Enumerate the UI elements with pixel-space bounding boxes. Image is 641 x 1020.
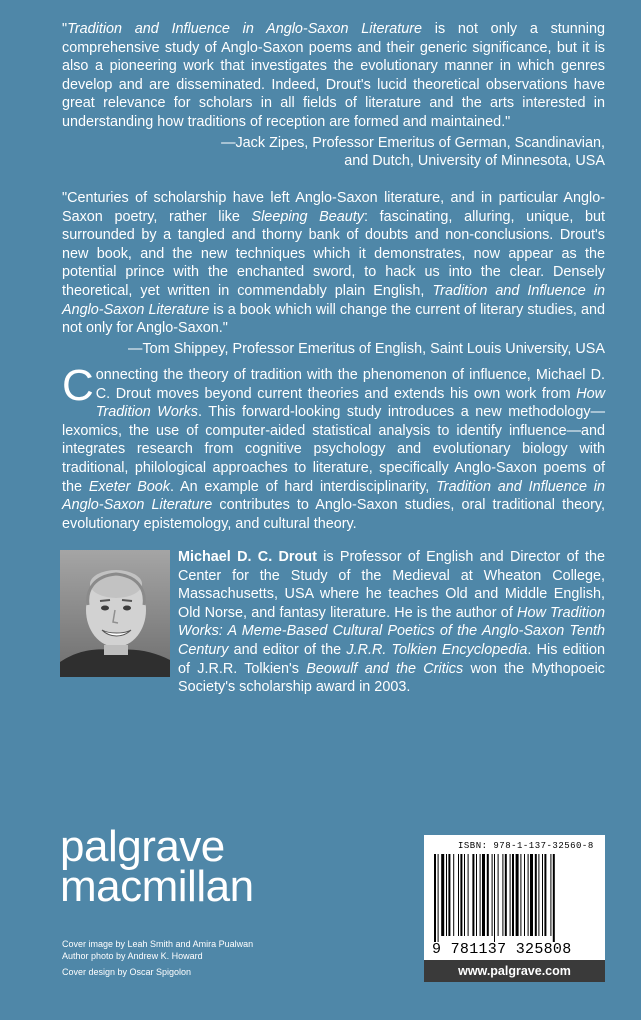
logo-line-1: palgrave xyxy=(60,822,225,871)
book-description xyxy=(62,361,605,533)
drop-cap: C xyxy=(62,361,94,410)
barcode-bar xyxy=(487,854,489,936)
cover-credits xyxy=(62,938,253,978)
barcode-bar xyxy=(535,854,537,936)
description-part: contributes to Anglo-Saxon studies, oral traditional theory, evolutionary epistemology, and cultural theory. xyxy=(62,497,605,532)
barcode-bar xyxy=(544,854,546,936)
barcode-bar xyxy=(512,854,514,936)
italic-title: Exeter Book xyxy=(88,478,170,495)
quote-attribution xyxy=(62,134,605,171)
attribution-line-1: —Jack Zipes, Professor Emeritus of German, Scandinavian, xyxy=(221,134,605,151)
isbn-label: ISBN: 978-1-137-32560-8 xyxy=(458,841,594,851)
barcode-bar xyxy=(446,854,447,936)
book-title-italic: Tradition and Influence in Anglo-Saxon Literature xyxy=(67,21,423,37)
barcode-bar xyxy=(472,854,474,936)
bio-part: and editor of the xyxy=(228,641,347,658)
author-name: Michael D. C. Drout xyxy=(178,549,317,565)
barcode-bar xyxy=(458,854,459,936)
barcode-bar xyxy=(538,854,539,936)
italic-title: How Tradition Works: A Meme-Based Cultural Poetics of the Anglo-Saxon Tenth Century xyxy=(178,604,605,658)
barcode-bar xyxy=(453,854,454,936)
barcode-bar xyxy=(438,854,439,942)
barcode-bar xyxy=(528,854,529,936)
barcode-bar xyxy=(516,854,519,936)
endorsement-quote-shippey xyxy=(62,189,605,358)
bio-part: . His edition of J.R.R. Tolkien's xyxy=(178,641,605,677)
author-bio xyxy=(178,548,605,697)
barcode-bar xyxy=(441,854,444,936)
barcode-bar xyxy=(510,854,511,936)
quote-text xyxy=(62,189,605,338)
credit-author-photo: Author photo by Andrew K. Howard xyxy=(62,951,203,961)
barcode-bar xyxy=(464,854,465,936)
italic-title: Sleeping Beauty xyxy=(251,208,364,225)
barcode-bar xyxy=(476,854,477,936)
barcode-bar xyxy=(550,854,551,936)
italic-title: Tradition and Influence in Anglo-Saxon Literature xyxy=(62,282,606,318)
description-part: . An example of hard interdisciplinarity, xyxy=(170,478,437,495)
barcode-bar xyxy=(505,854,507,936)
quote-part: is a book which will change the current of literary studies, and not only for Anglo-Saxon." xyxy=(62,301,605,337)
quote-attribution: —Tom Shippey, Professor Emeritus of English, Saint Louis University, USA xyxy=(128,340,605,357)
open-quote: " xyxy=(62,21,68,37)
barcode-bar xyxy=(482,854,485,936)
italic-title: How Tradition Works xyxy=(95,385,605,421)
bio-part: is Professor of English and Director of the Center for the Study of the Medieval at Wheaton College, Massachusetts, USA where he teaches Old and Middle English, Old Norse, and fantasy literature. He is the author of xyxy=(178,549,605,621)
barcode-bar xyxy=(553,854,555,942)
barcode-bar xyxy=(434,854,436,942)
credit-cover-image: Cover image by Leah Smith and Amira Pualwan xyxy=(62,939,254,949)
isbn-digits: 9 781137 325808 xyxy=(432,941,572,958)
italic-title: J.R.R. Tolkien Encyclopedia xyxy=(346,641,528,658)
barcode-panel xyxy=(424,835,605,982)
bio-part: won the Mythopoeic Society's scholarship award in 2003. xyxy=(178,660,605,696)
publisher-url: www.palgrave.com xyxy=(424,960,605,982)
quote-text xyxy=(62,20,605,132)
quote-body: is not only a stunning comprehensive study of Anglo-Saxon poems and their generic significance, but it is also a pioneering work that investigates the evolutionary manner in which genres develop and are disseminated. Indeed, Drout's lucid theoretical observations have great relevance for scholars in all fields of literature and the arts interested in understanding how traditions of reception are formed and maintained." xyxy=(62,21,605,130)
barcode-bar xyxy=(502,854,503,936)
barcode-bar xyxy=(524,854,525,936)
barcode-bar xyxy=(542,854,543,936)
description-part: . This forward-looking study introduces a new methodology—lexomics, the use of computer-aided statistical analysis to identify influence—and integrates research from cognitive psychology and evolutionary biology with traditional, philological approaches to literature, specifically Anglo-Saxon poems of the xyxy=(62,404,605,495)
barcode-bars xyxy=(434,854,596,942)
barcode-bar xyxy=(530,854,533,936)
credit-cover-design: Cover design by Oscar Spigolon xyxy=(62,967,192,977)
barcode-bar xyxy=(460,854,462,936)
barcode-bar xyxy=(468,854,469,936)
endorsement-quote-zipes xyxy=(62,20,605,171)
barcode-bar xyxy=(492,854,493,936)
barcode-bar xyxy=(498,854,499,936)
logo-line-2: macmillan xyxy=(60,862,254,911)
attribution-line-2: and Dutch, University of Minnesota, USA xyxy=(344,153,605,170)
author-portrait-image xyxy=(60,550,170,677)
barcode-bar xyxy=(480,854,481,936)
author-photo xyxy=(60,550,170,677)
quote-part: : fascinating, alluring, unique, but surrounded by a tangled and thorny bank of doubts and non-conclusions. Drout's new book, and the new techniques which it demonstrates, now appear as the potential prince with the enchanted sword, to hack us into the clear. Densely theoretical, yet written in commendably plain English, xyxy=(62,208,605,299)
italic-title: Beowulf and the Critics xyxy=(306,660,464,677)
quote-part: "Centuries of scholarship have left Anglo-Saxon literature, and in particular Anglo-Saxon poetry, rather like xyxy=(62,190,605,225)
barcode-bar xyxy=(494,854,495,942)
italic-title: Tradition and Influence in Anglo-Saxon Literature xyxy=(62,478,605,514)
barcode-bar xyxy=(448,854,450,936)
publisher-logo xyxy=(60,822,254,911)
barcode-bar xyxy=(520,854,521,936)
description-part: onnecting the theory of tradition with the phenomenon of influence, Michael D. C. Drout moves beyond current theories and extends his own work from xyxy=(95,367,605,402)
